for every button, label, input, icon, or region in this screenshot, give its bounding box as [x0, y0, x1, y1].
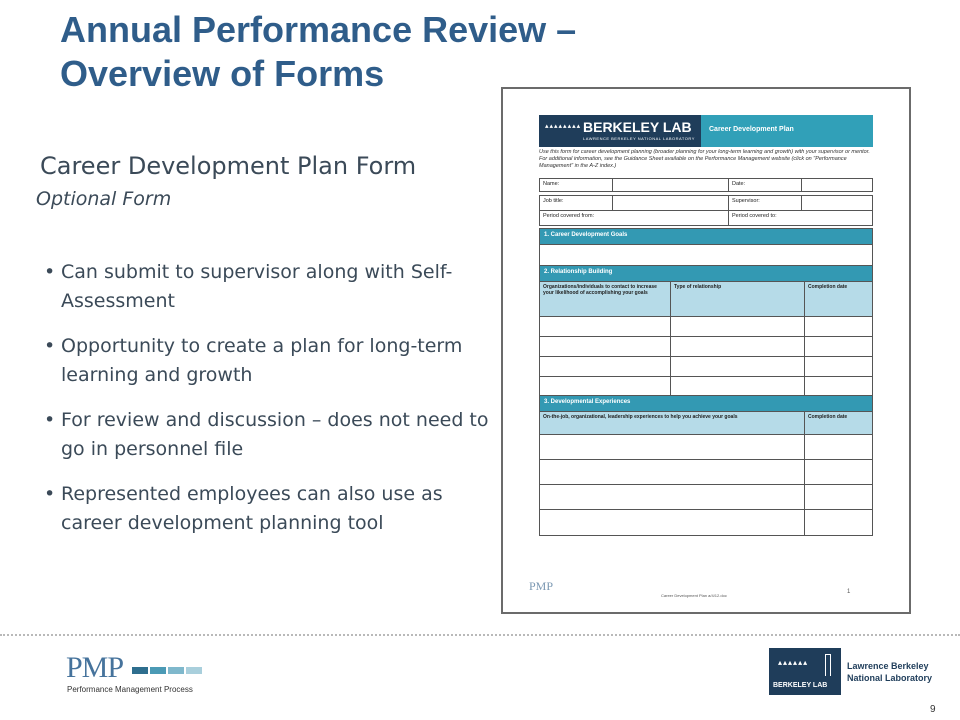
table-cell [804, 316, 873, 337]
table-cell [670, 376, 805, 396]
table-cell [804, 376, 873, 396]
form-preview-image [501, 87, 911, 614]
pmp-square [132, 667, 148, 674]
field-value-job-title [612, 195, 729, 211]
bullet-item: • Opportunity to create a plan for long-term learning and growth [44, 332, 494, 390]
field-label-date: Date: [728, 178, 802, 192]
table-cell [670, 356, 805, 377]
form-pmp-logo: PMP [529, 579, 554, 593]
table-cell [539, 484, 805, 510]
slide-title-line2: Overview of Forms [60, 53, 385, 94]
berkeley-lab-logo [539, 115, 701, 147]
field-value-date [801, 178, 873, 192]
slide-title [60, 8, 700, 96]
slide-page-number: 9 [930, 704, 936, 715]
bullet-item: • For review and discussion – does not need to go in personnel file [44, 406, 494, 464]
form-subheading: Optional Form [36, 188, 172, 210]
bullet-item: • Can submit to supervisor along with Self-Assessment [44, 258, 494, 316]
form-logo-text: BERKELEY LAB [583, 119, 692, 135]
table-cell [539, 459, 805, 485]
bullet-item: • Represented employees can also use as career development planning tool [44, 480, 494, 538]
pmp-logo-subtitle: Performance Management Process [67, 685, 193, 694]
field-label-period-from: Period covered from: [539, 210, 729, 226]
table-cell [539, 509, 805, 536]
form-intro-text: Use this form for career development planning (broader planning for your long-term learning and growth) with your supervisor or mentor. For additional information, see the Guidance Sheet available on the Performance Management website (click on "Performance Management" in the A-Z index.) [539, 149, 870, 169]
table-cell [539, 434, 805, 460]
table-cell [804, 434, 873, 460]
col-header-relationship-type: Type of relationship [670, 281, 805, 317]
form-banner [539, 115, 873, 147]
field-label-period-to: Period covered to: [728, 210, 873, 226]
field-value-supervisor [801, 195, 873, 211]
lab-arches-icon: ▴▴▴▴▴▴▴▴ [545, 122, 582, 130]
table-cell [670, 336, 805, 357]
table-cell [539, 356, 671, 377]
pmp-square [150, 667, 166, 674]
lab-arches-icon: ▴▴▴▴▴▴ [778, 658, 809, 667]
form-footer-reference: Career Development Plan a/4/12.doc [661, 593, 727, 598]
field-label-supervisor: Supervisor: [728, 195, 802, 211]
slide-title-line1: Annual Performance Review – [60, 9, 577, 50]
pmp-square [186, 667, 202, 674]
table-cell [670, 316, 805, 337]
field-label-name: Name: [539, 178, 613, 192]
col-header-experiences: On-the-job, organizational, leadership experiences to help you achieve your goals [539, 411, 805, 435]
col-header-completion-date: Completion date [804, 281, 873, 317]
form-logo-subtext: LAWRENCE BERKELEY NATIONAL LABORATORY [583, 136, 695, 141]
col-header-completion-date: Completion date [804, 411, 873, 435]
form-heading: Career Development Plan Form [40, 152, 417, 180]
lab-full-name: Lawrence Berkeley National Laboratory [847, 661, 933, 683]
table-cell [804, 459, 873, 485]
berkeley-lab-logo-text: BERKELEY LAB [773, 682, 828, 689]
section-career-goals-body [539, 244, 873, 266]
col-header-organizations: Organizations/individuals to contact to increase your likelihood of accomplishing your goals [539, 281, 671, 317]
lab-tower-icon [825, 654, 831, 676]
table-cell [804, 484, 873, 510]
field-value-name [612, 178, 729, 192]
table-cell [539, 316, 671, 337]
section-relationship-building: 2. Relationship Building [539, 265, 873, 282]
table-cell [539, 376, 671, 396]
footer-divider [0, 634, 960, 636]
table-cell [804, 336, 873, 357]
pmp-logo [66, 651, 256, 695]
pmp-logo-letters: PMP [66, 651, 124, 684]
section-career-goals: 1. Career Development Goals [539, 228, 873, 245]
table-cell [804, 509, 873, 536]
table-cell [539, 336, 671, 357]
bullet-list [44, 258, 494, 554]
form-banner-title: Career Development Plan [709, 126, 794, 133]
berkeley-lab-footer-logo [769, 648, 841, 695]
pmp-square [168, 667, 184, 674]
form-page-number: 1 [847, 589, 851, 595]
field-label-job-title: Job title: [539, 195, 613, 211]
section-developmental-experiences: 3. Developmental Experiences [539, 395, 873, 412]
table-cell [804, 356, 873, 377]
